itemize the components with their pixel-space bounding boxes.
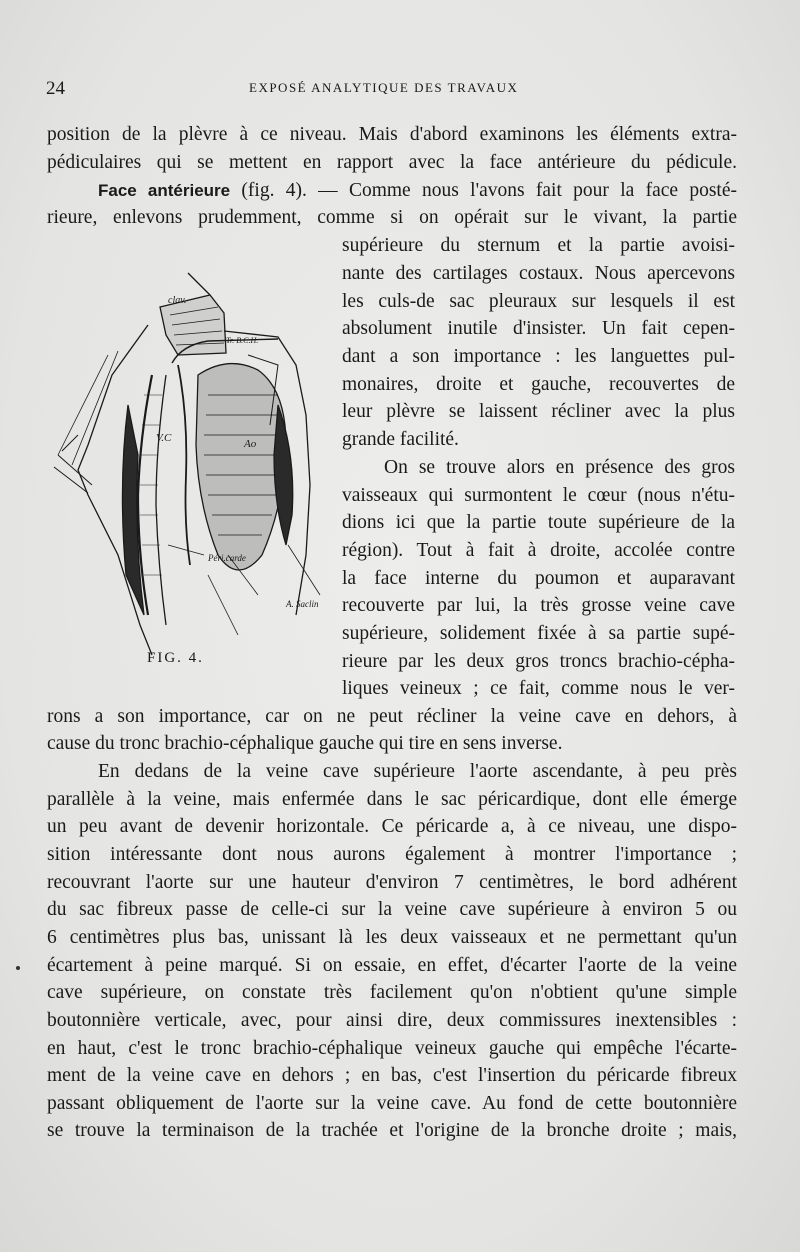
figure-caption: FIG. 4. [147,650,204,666]
column-line: monaires, droite et gauche, recouvertes de [342,374,735,395]
text-line: passant obliquement de l'aorte sur la veine cave. Au fond de cette boutonnière [47,1093,737,1114]
text-line: recouvrant l'aorte sur une hauteur d'environ 7 centimètres, le bord adhérent [47,872,737,893]
column-line: nante des cartilages costaux. Nous apercevons [342,263,735,284]
figure-label-vc: V.C [156,432,172,444]
figure-signature: A. Saclin [286,599,319,609]
column-line: rieure par les deux gros troncs brachio-cépha- [342,651,735,672]
column-line: On se trouve alors en présence des gros [384,457,735,478]
stray-ink-dot [16,966,20,970]
anatomical-figure [48,255,338,675]
text-line: En dedans de la veine cave supérieure l'aorte ascendante, à peu près [98,761,737,782]
text-line: 6 centimètres plus bas, unissant là les deux vaisseaux et ne permettant qu'un [47,927,737,948]
text-line: cave supérieure, on constate très facilement qu'on n'obtient qu'une simple [47,982,737,1003]
text-line: boutonnière verticale, avec, pour ainsi dire, deux commissures inextensibles : [47,1010,737,1031]
figure-label-clav: clav. [168,295,187,306]
page-number: 24 [46,78,65,99]
section-heading: Face antérieure [98,181,231,200]
column-line: vaisseaux qui surmontent le cœur (nous n'étu- [342,485,735,506]
text-line: écartement à peine marqué. Si on essaie, en effet, d'écarter l'aorte de la veine [47,955,737,976]
column-line: recouverte par lui, la très grosse veine cave [342,595,735,616]
text-line: rons a son importance, car on ne peut récliner la veine cave en dehors, à [47,706,737,727]
figure-label-trbch: Tr. B.C.H. [226,336,259,345]
text-line: du sac fibreux passe de celle-ci sur la veine cave supérieure à environ 5 ou [47,899,737,920]
section-heading-line [98,178,737,204]
text-line: pédiculaires qui se mettent en rapport avec la face antérieure du pédicule. [47,152,737,173]
figure-label-pericarde: Péri.carde [208,553,246,563]
text-line: position de la plèvre à ce niveau. Mais d'abord examinons les éléments extra- [47,124,737,145]
text-line: se trouve la terminaison de la trachée et l'origine de la bronche droite ; mais, [47,1120,737,1141]
running-title: EXPOSÉ ANALYTIQUE DES TRAVAUX [249,80,519,95]
column-line: dant a son importance : les languettes pul- [342,346,735,367]
running-header [46,78,756,102]
text-line: ment de la veine cave en dehors ; en bas, c'est l'insertion du péricarde fibreux [47,1065,737,1086]
column-line: supérieure du sternum et la partie avoisi- [342,235,735,256]
figure-label-ao: Ao [244,438,257,450]
column-line: supérieure, solidement fixée à sa partie supé- [342,623,735,644]
text-line: un peu avant de devenir horizontale. Ce péricarde a, à ce niveau, une dispo- [47,816,737,837]
column-line: les culs-de sac pleuraux sur lesquels il est [342,291,735,312]
text-line: cause du tronc brachio-céphalique gauche qui tire en sens inverse. [47,733,563,754]
column-line: grande facilité. [342,429,459,450]
column-line: leur plèvre se laissent récliner avec la plus [342,401,735,422]
text-line: sition intéressante dont nous aurons également à montrer l'importance ; [47,844,737,865]
text-line: rieure, enlevons prudemment, comme si on opérait sur le vivant, la partie [47,207,737,228]
column-line: absolument inutile d'insister. Un fait cepen- [342,318,735,339]
column-line: dions ici que la partie toute supérieure de la [342,512,735,533]
text-line: en haut, c'est le tronc brachio-céphalique veineux gauche qui empêche l'écarte- [47,1038,737,1059]
column-line: liques veineux ; ce fait, comme nous le ver- [342,678,735,699]
text-line: parallèle à la veine, mais enfermée dans le sac péricardique, dont elle émerge [47,789,737,810]
column-line: région). Tout à fait à droite, accolée contre [342,540,735,561]
text-fragment: (fig. 4). — Comme nous l'avons fait pour la face posté- [230,180,737,201]
column-line: la face interne du poumon et auparavant [342,568,735,589]
